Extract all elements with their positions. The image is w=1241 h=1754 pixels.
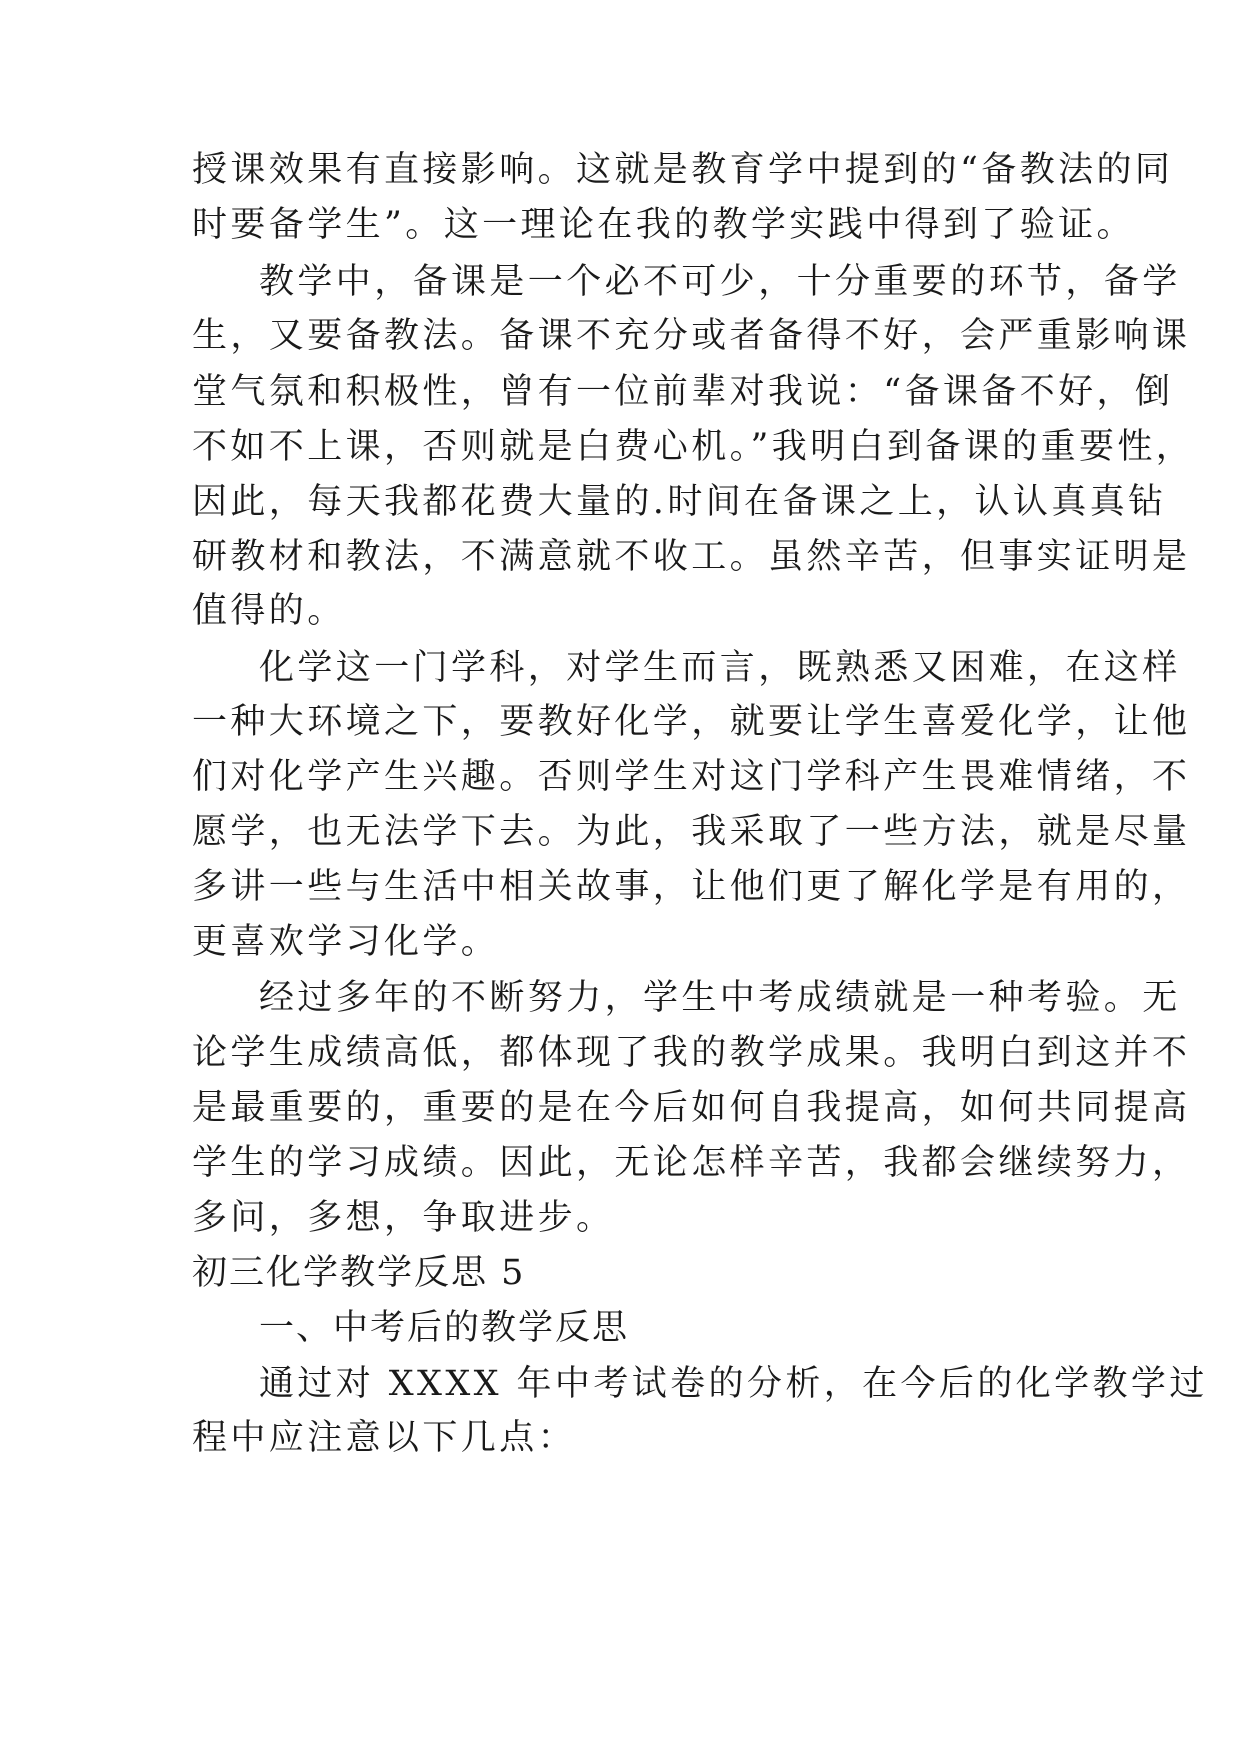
paragraph-line: 经过多年的不断努力，学生中考成绩就是一种考验。无 bbox=[259, 978, 1181, 1018]
paragraph-line: 化学这一门学科，对学生而言，既熟悉又困难，在这样 bbox=[259, 648, 1181, 688]
section-heading: 初三化学教学反思 5 bbox=[192, 1253, 526, 1293]
paragraph-line: 不如不上课，否则就是白费心机。”我明白到备课的重要性， bbox=[192, 427, 1195, 467]
paragraph-line: 教学中，备课是一个必不可少，十分重要的环节，备学 bbox=[259, 262, 1181, 302]
paragraph-line: 生，又要备教法。备课不充分或者备得不好，会严重影响课 bbox=[192, 316, 1191, 356]
paragraph-line: 多讲一些与生活中相关故事，让他们更了解化学是有用的， bbox=[192, 867, 1191, 907]
paragraph-line: 授课效果有直接影响。这就是教育学中提到的“备教法的同 bbox=[192, 150, 1174, 190]
paragraph-line: 学生的学习成绩。因此，无论怎样辛苦，我都会继续努力， bbox=[192, 1143, 1191, 1183]
paragraph-line: 是最重要的，重要的是在今后如何自我提高，如何共同提高 bbox=[192, 1088, 1191, 1128]
paragraph-line: 论学生成绩高低，都体现了我的教学成果。我明白到这并不 bbox=[192, 1033, 1191, 1073]
paragraph-line: 通过对 XXXX 年中考试卷的分析，在今后的化学教学过 bbox=[259, 1364, 1208, 1404]
paragraph-line: 更喜欢学习化学。 bbox=[192, 922, 500, 962]
paragraph-line: 程中应注意以下几点： bbox=[192, 1418, 577, 1458]
paragraph-line: 因此，每天我都花费大量的.时间在备课之上，认认真真钻 bbox=[192, 482, 1167, 522]
subsection-heading: 一、中考后的教学反思 bbox=[259, 1308, 630, 1348]
paragraph-line: 堂气氛和积极性，曾有一位前辈对我说：“备课备不好，倒 bbox=[192, 372, 1174, 412]
paragraph-line: 研教材和教法，不满意就不收工。虽然辛苦，但事实证明是 bbox=[192, 537, 1191, 577]
paragraph-line: 值得的。 bbox=[192, 591, 346, 631]
paragraph-line: 一种大环境之下，要教好化学，就要让学生喜爱化学，让他 bbox=[192, 702, 1191, 742]
paragraph-line: 们对化学产生兴趣。否则学生对这门学科产生畏难情绪，不 bbox=[192, 757, 1191, 797]
paragraph-line: 多问，多想，争取进步。 bbox=[192, 1198, 615, 1238]
paragraph-line: 时要备学生”。这一理论在我的教学实践中得到了验证。 bbox=[192, 205, 1135, 245]
paragraph-line: 愿学，也无法学下去。为此，我采取了一些方法，就是尽量 bbox=[192, 812, 1191, 852]
